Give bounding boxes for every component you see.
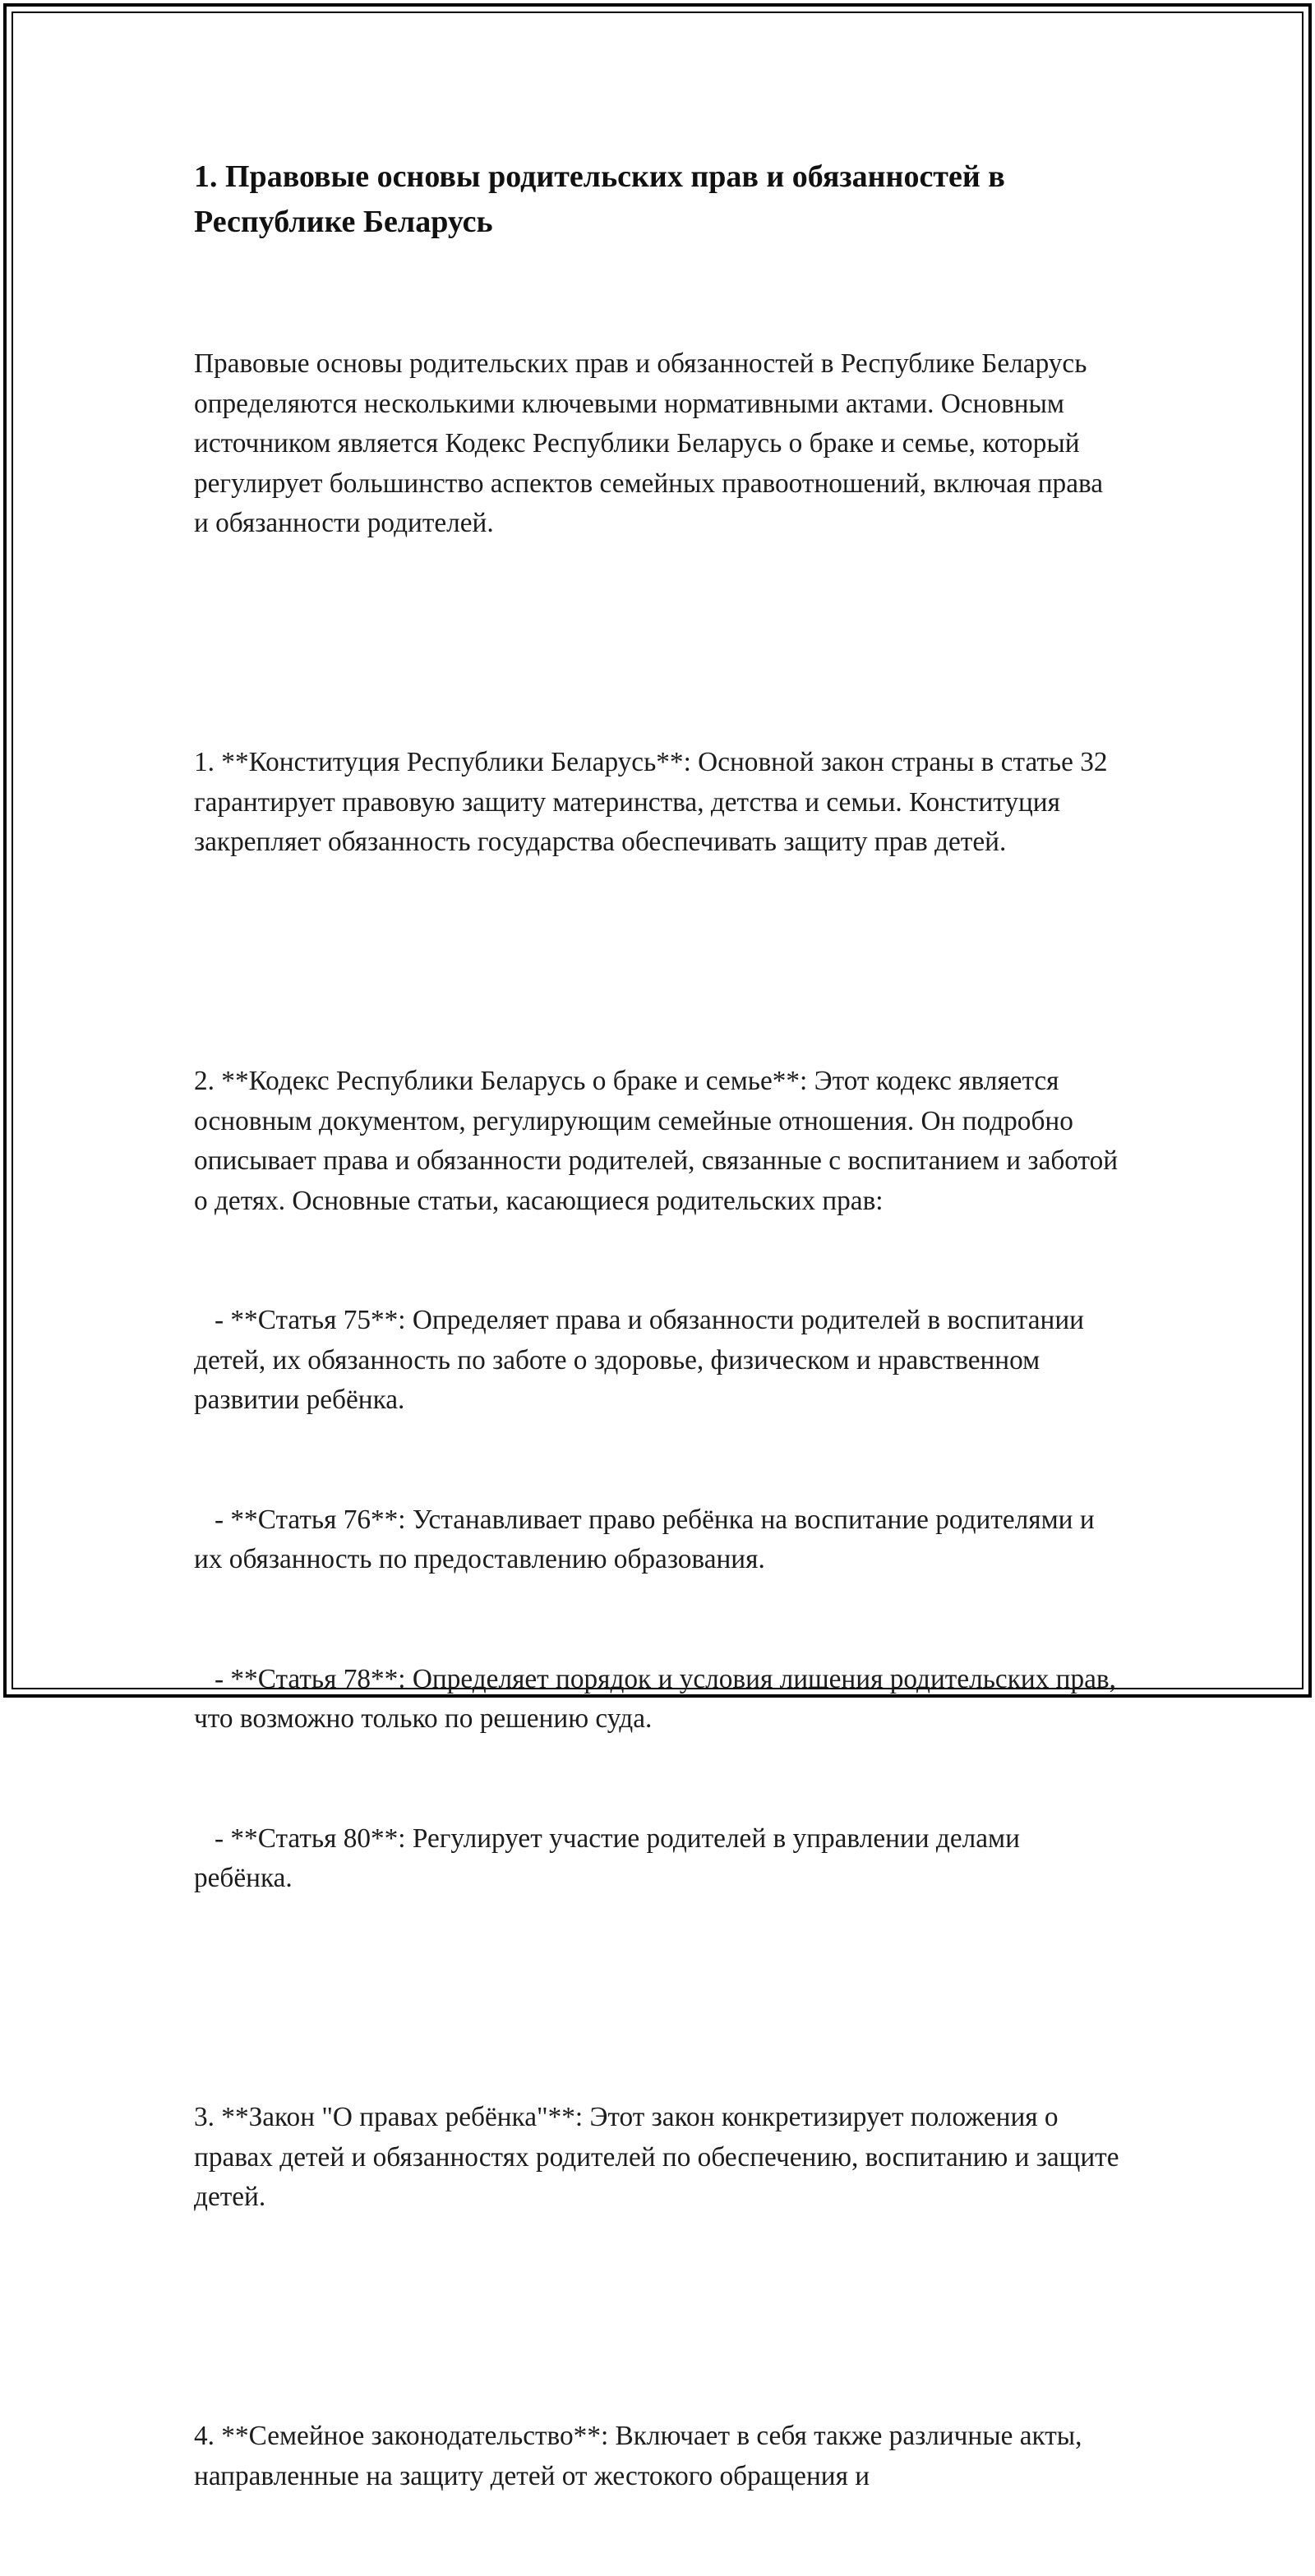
blank-line	[194, 1979, 1123, 2019]
sub-item-article-78: - **Статья 78**: Определяет порядок и условия лишения родительских прав, что возможно только по решению суда.	[194, 1663, 1124, 1734]
sub-item-article-75: - **Статья 75**: Определяет права и обязанности родителей в воспитании детей, их обязанность по заботе о здоровье, физическом и нравственном развитии ребёнка.	[194, 1305, 1091, 1415]
list-item-family-legislation: 4. **Семейное законодательство**: Включает в себя также различные акты, направленные на защиту детей от жестокого обращения и	[194, 2421, 1089, 2491]
document-heading: 1. Правовые основы родительских прав и обязанностей в Республике Беларусь	[194, 159, 1005, 239]
list-item-child-rights-law: 3. **Закон "О правах ребёнка"**: Этот закон конкретизирует положения о правах детей и обязанностях родителей по обеспечению, воспитанию и защите детей.	[194, 2102, 1126, 2212]
document-body	[194, 265, 1126, 2576]
paragraph: Правовые основы родительских прав и обязанностей в Республике Беларусь определяются несколькими ключевыми нормативными актами. Основным источником является Кодекс Республики Беларусь о браке и семье, который регулирует большинство аспектов семейных правоотношений, включая права и обязанности родителей.	[194, 348, 1110, 538]
list-item-constitution: 1. **Конституция Республики Беларусь**: Основной закон страны в статье 32 гарантирует правовую защиту материнства, детства и семьи. Конституция закрепляет обязанность государства обеспечивать защиту прав детей.	[194, 747, 1114, 857]
blank-line	[194, 942, 1123, 983]
list-item-family-code: 2. **Кодекс Республики Беларусь о браке и семье**: Этот кодекс является основным документом, регулирующим семейные отношения. Он подробно описывает права и обязанности родителей, связанные с воспитанием и заботой о детях. Основные статьи, касающиеся родительских прав:	[194, 1066, 1125, 1216]
blank-line	[194, 624, 1123, 664]
document-content	[194, 154, 1126, 2576]
sub-item-article-76: - **Статья 76**: Устанавливает право ребёнка на воспитание родителями и их обязанность по предоставлению образования.	[194, 1504, 1101, 1574]
sub-item-article-80: - **Статья 80**: Регулирует участие родителей в управлении делами ребёнка.	[194, 1823, 1027, 1893]
blank-line	[194, 2297, 1123, 2338]
